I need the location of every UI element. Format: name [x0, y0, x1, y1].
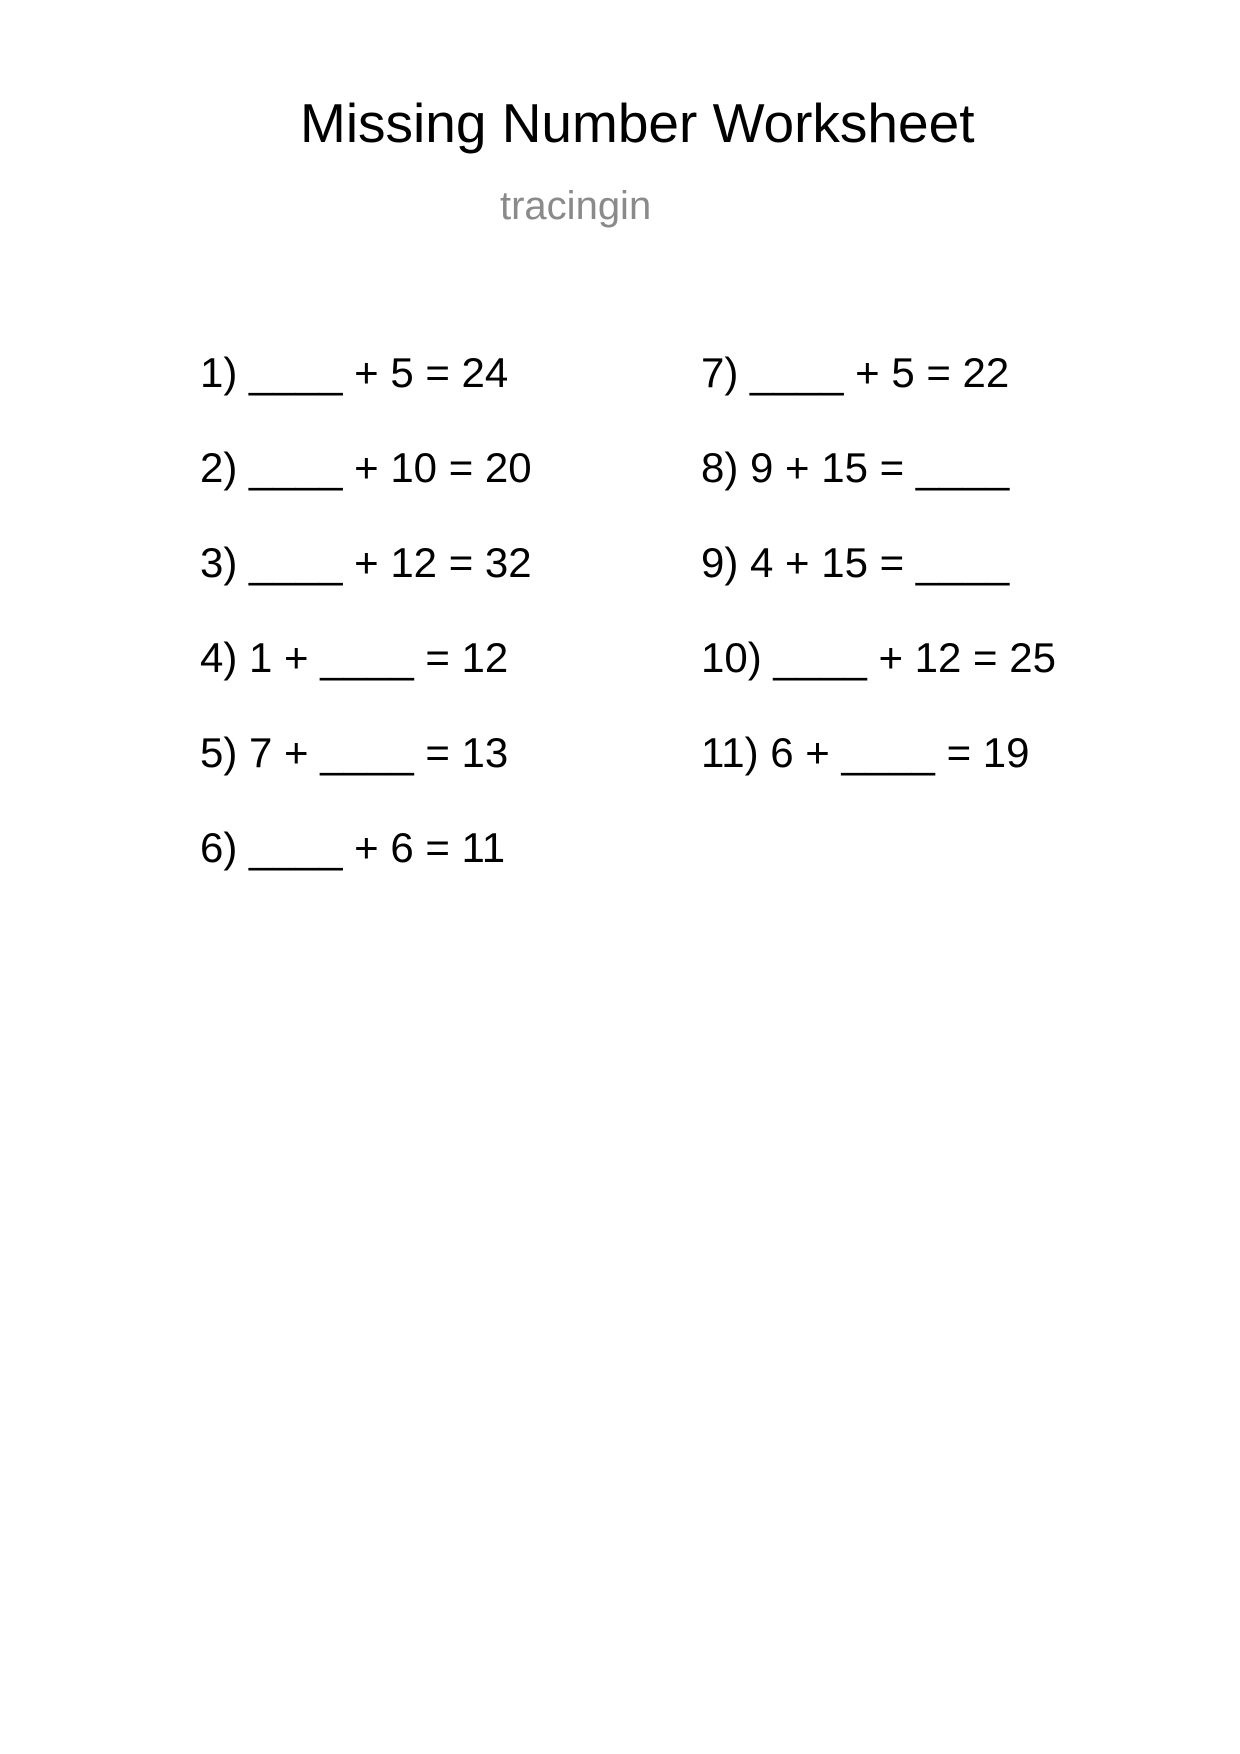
- problem-10: 10) ____ + 12 = 25: [701, 634, 1056, 681]
- problem-7: 7) ____ + 5 = 22: [701, 349, 1010, 396]
- problem-6: 6) ____ + 6 = 11: [200, 824, 506, 871]
- problem-8: 8) 9 + 15 = ____: [701, 444, 1010, 491]
- worksheet-subtitle: tracingin: [500, 184, 652, 228]
- problem-9: 9) 4 + 15 = ____: [701, 539, 1010, 586]
- problem-3: 3) ____ + 12 = 32: [200, 539, 532, 586]
- problem-column-left: [200, 349, 532, 922]
- problem-2: 2) ____ + 10 = 20: [200, 444, 532, 491]
- problem-column-right: [701, 349, 1056, 827]
- problem-11: 11) 6 + ____ = 19: [701, 729, 1030, 776]
- worksheet-title: Missing Number Worksheet: [300, 92, 975, 154]
- problem-1: 1) ____ + 5 = 24: [200, 349, 509, 396]
- problem-5: 5) 7 + ____ = 13: [200, 729, 509, 776]
- problem-4: 4) 1 + ____ = 12: [200, 634, 509, 681]
